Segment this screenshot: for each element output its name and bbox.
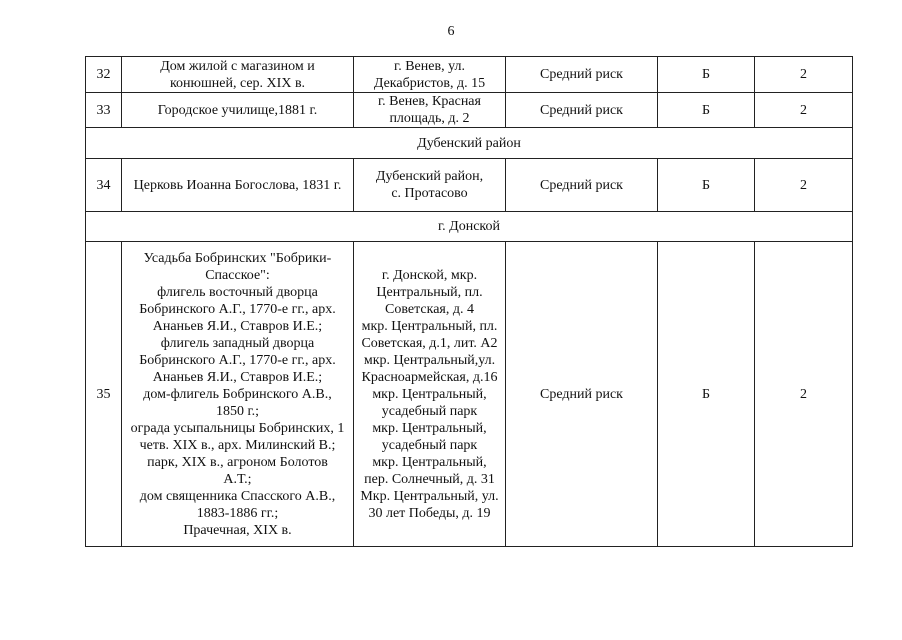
- object-name-line: Спасское":: [205, 267, 270, 283]
- risk-class: 2: [755, 159, 853, 212]
- object-name-line: флигель западный дворца: [160, 335, 315, 351]
- object-address-line: г. Венев, ул.: [394, 58, 465, 74]
- object-name: [122, 242, 354, 547]
- row-number: 34: [86, 159, 122, 212]
- object-name-line: флигель восточный дворца: [157, 284, 318, 300]
- object-name: [122, 159, 354, 212]
- object-address-line: Советская, д. 4: [385, 301, 474, 317]
- object-address-line: усадебный парк: [381, 403, 478, 419]
- object-name-line: Усадьба Бобринских "Бобрики-: [143, 250, 332, 266]
- risk-class: 2: [755, 242, 853, 547]
- object-address-line: мкр. Центральный,: [372, 386, 487, 402]
- object-address-line: г. Донской, мкр.: [381, 267, 478, 283]
- object-address-line: мкр. Центральный,: [372, 454, 487, 470]
- object-address: [354, 93, 506, 128]
- object-address-line: 30 лет Победы, д. 19: [368, 505, 491, 521]
- object-address-line: мкр. Центральный, пл.: [361, 318, 498, 334]
- risk-category: Б: [658, 242, 755, 547]
- object-address: [354, 159, 506, 212]
- object-address-line: усадебный парк: [381, 437, 478, 453]
- object-address-line: Дубенский район,: [375, 169, 484, 184]
- object-name-line: парк, XIX в., агроном Болотов: [147, 454, 328, 470]
- section-heading-dubensky: Дубенский район: [86, 128, 853, 159]
- object-name-line: Ананьев Я.И., Ставров И.Е.;: [152, 369, 323, 385]
- section-heading-donskoy: г. Донской: [86, 212, 853, 242]
- object-name-line: Ананьев Я.И., Ставров И.Е.;: [152, 318, 323, 334]
- object-name-line: 1850 г.;: [215, 403, 260, 419]
- object-name-line: дом священника Спасского А.В.,: [139, 488, 336, 504]
- risk-level: Средний риск: [506, 57, 658, 93]
- page-number: 6: [447, 24, 455, 39]
- object-address-line: пер. Солнечный, д. 31: [364, 471, 495, 487]
- risk-class: 2: [755, 57, 853, 93]
- section-row: [86, 128, 853, 159]
- object-address-line: площадь, д. 2: [389, 111, 470, 126]
- object-name-line: Городское училище,1881 г.: [157, 102, 318, 118]
- object-name-line: Бобринского А.Г., 1770-е гг., арх.: [139, 352, 336, 368]
- object-address-line: с. Протасово: [391, 186, 468, 201]
- object-name: [122, 57, 354, 93]
- risk-level: Средний риск: [506, 93, 658, 128]
- object-name-line: 1883-1886 гг.;: [196, 505, 279, 521]
- table-row: [86, 242, 853, 547]
- risk-level: Средний риск: [506, 242, 658, 547]
- object-address-line: мкр. Центральный,: [372, 420, 487, 436]
- object-address-line: г. Венев, Красная: [378, 94, 481, 109]
- object-address-line: Красноармейская, д.16: [361, 369, 498, 385]
- section-row: [86, 212, 853, 242]
- table-row: [86, 93, 853, 128]
- object-name-line: четв. XIX в., арх. Милинский В.;: [139, 437, 336, 453]
- object-name: [122, 93, 354, 128]
- table-row: [86, 159, 853, 212]
- object-address-line: Центральный, пл.: [376, 284, 483, 300]
- object-name-line: А.Т.;: [223, 471, 252, 487]
- object-address: [354, 242, 506, 547]
- object-address: [354, 57, 506, 93]
- object-address-line: Декабристов, д. 15: [373, 75, 486, 91]
- object-address-line: Мкр. Центральный, ул.: [360, 488, 499, 504]
- object-address-line: мкр. Центральный,ул.: [363, 352, 496, 368]
- object-name-line: Прачечная, XIX в.: [183, 522, 292, 538]
- risk-class: 2: [755, 93, 853, 128]
- table-row: [86, 57, 853, 93]
- object-name-line: конюшней, сер. XIX в.: [169, 75, 306, 91]
- object-name-line: дом-флигель Бобринского А.В.,: [143, 386, 332, 402]
- risk-category: Б: [658, 93, 755, 128]
- risk-category: Б: [658, 57, 755, 93]
- object-name-line: Дом жилой с магазином и: [160, 58, 315, 74]
- row-number: 32: [86, 57, 122, 93]
- object-name-line: Церковь Иоанна Богослова, 1831 г.: [133, 177, 342, 193]
- row-number: 33: [86, 93, 122, 128]
- risk-category: Б: [658, 159, 755, 212]
- row-number: 35: [86, 242, 122, 547]
- heritage-objects-table: [85, 56, 853, 547]
- risk-level: Средний риск: [506, 159, 658, 212]
- object-address-line: Советская, д.1, лит. А2: [361, 335, 498, 351]
- object-name-line: ограда усыпальницы Бобринских, 1: [130, 420, 345, 436]
- object-name-line: Бобринского А.Г., 1770-е гг., арх.: [139, 301, 336, 317]
